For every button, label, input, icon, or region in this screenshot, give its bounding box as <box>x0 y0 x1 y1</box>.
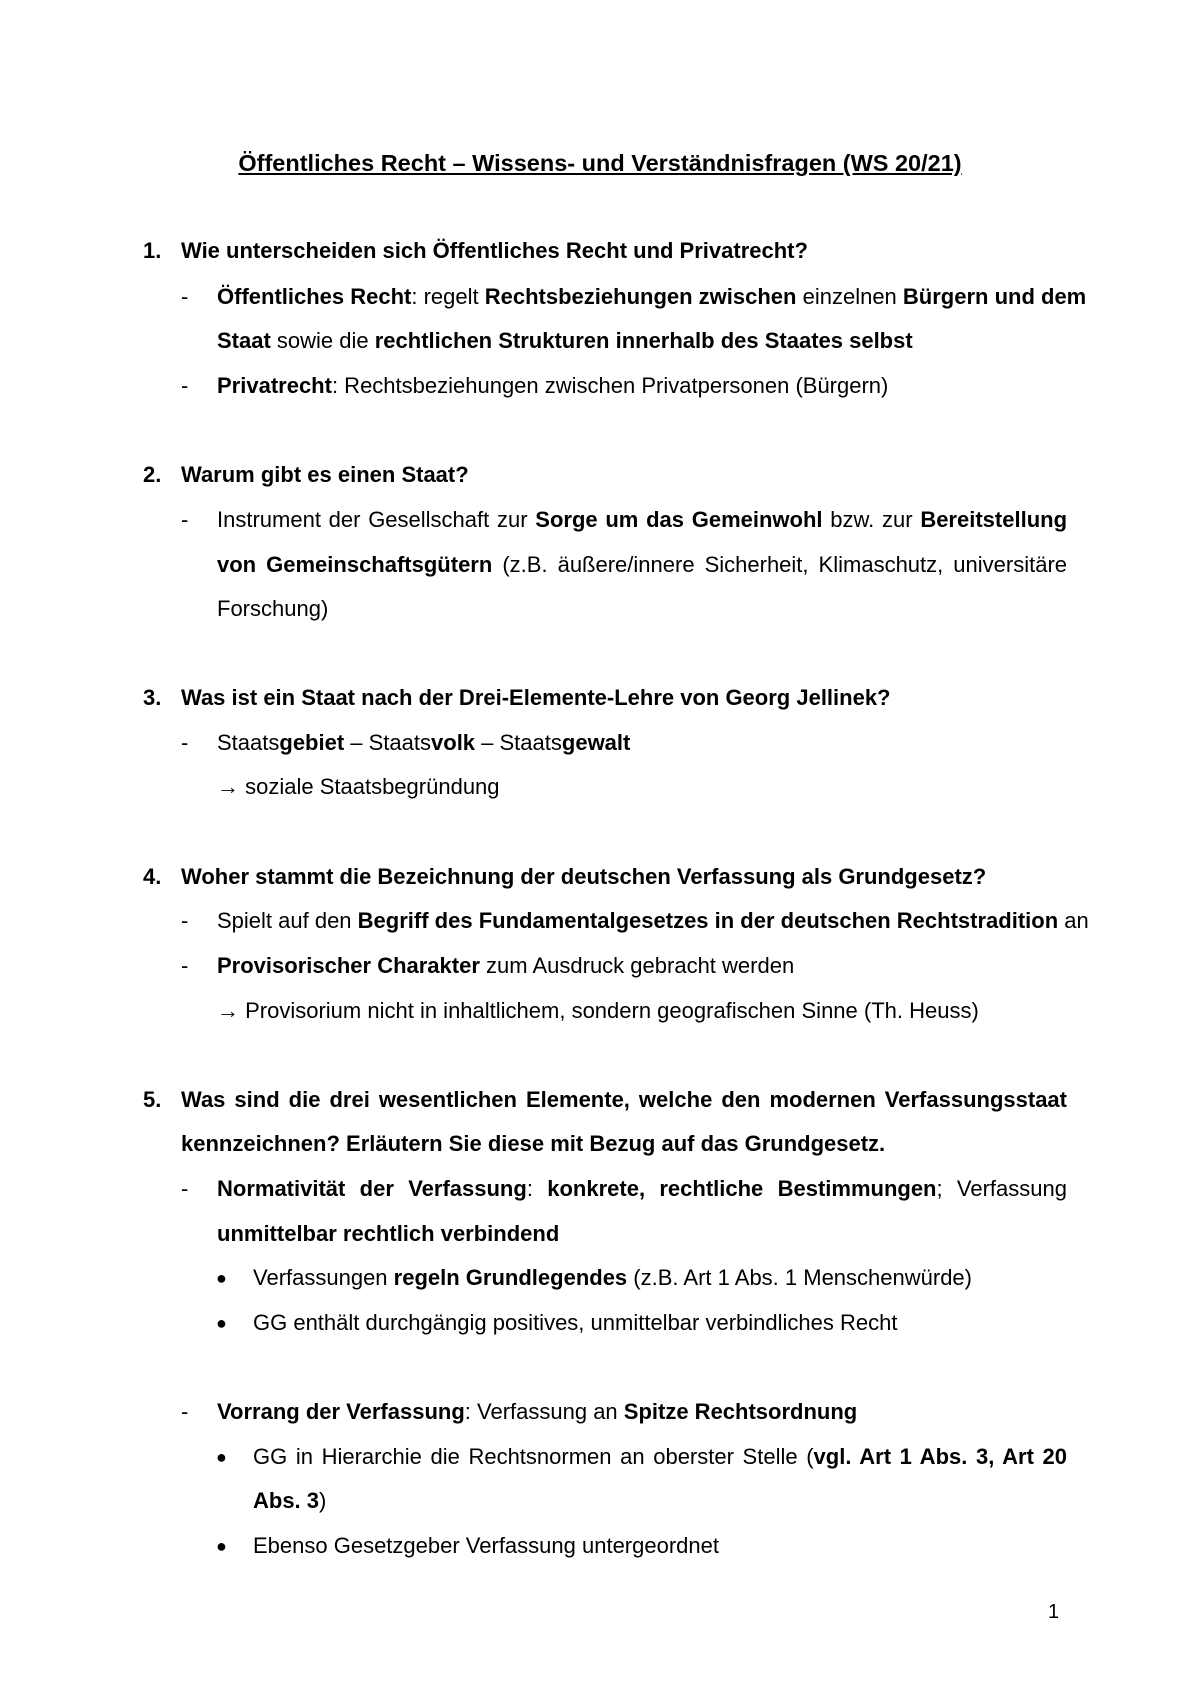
bullet-item-3-line-1: GG in Hierarchie die Rechtsnormen an oberster Stelle (vgl. Art 1 Abs. 3, Art 20 <box>253 1444 1068 1469</box>
dash-marker: - <box>181 730 189 755</box>
bullet-icon: ● <box>216 1447 227 1467</box>
answer-2-line-3: Forschung) <box>217 596 329 621</box>
question-5-text-line-1: Was sind die drei wesentlichen Elemente, welche den modernen Verfassungsstaat <box>181 1087 1067 1112</box>
answer-4c-arrow-note: → Provisorium nicht in inhaltlichem, sondern geografischen Sinne (Th. Heuss) <box>217 998 979 1023</box>
dash-marker: - <box>181 1399 189 1424</box>
bullet-item-2: GG enthält durchgängig positives, unmittelbar verbindliches Recht <box>253 1310 898 1335</box>
answer-1a-term: Öffentliches Recht <box>217 284 412 309</box>
dash-marker: - <box>181 507 189 532</box>
answer-2-line-2: von Gemeinschaftsgütern (z.B. äußere/innere Sicherheit, Klimaschutz, universitäre <box>217 552 1068 577</box>
bullet-item-3-line-2: Abs. 3) <box>253 1488 327 1513</box>
answer-5-priority: Vorrang der Verfassung: Verfassung an Spitze Rechtsordnung <box>217 1399 858 1424</box>
question-4-text: Woher stammt die Bezeichnung der deutschen Verfassung als Grundgesetz? <box>181 864 987 889</box>
dash-marker: - <box>181 284 189 309</box>
question-2-text: Warum gibt es einen Staat? <box>181 462 469 487</box>
answer-1a-line-2: Staat sowie die rechtlichen Strukturen innerhalb des Staates selbst <box>217 328 913 353</box>
answer-5-normativity-line-2: unmittelbar rechtlich verbindend <box>217 1221 560 1246</box>
answer-4b: Provisorischer Charakter zum Ausdruck gebracht werden <box>217 953 795 978</box>
dash-marker: - <box>181 1176 189 1201</box>
answer-3a: Staatsgebiet – Staatsvolk – Staatsgewalt <box>217 730 631 755</box>
bullet-item-1: Verfassungen regeln Grundlegendes (z.B. Art 1 Abs. 1 Menschenwürde) <box>253 1265 972 1290</box>
question-4-number: 4. <box>143 864 162 889</box>
answer-3b-arrow-note: → soziale Staatsbegründung <box>217 774 500 799</box>
answer-4a: Spielt auf den Begriff des Fundamentalgesetzes in der deutschen Rechtstradition an <box>217 908 1089 933</box>
page-title: Öffentliches Recht – Wissens- und Verständnisfragen (WS 20/21) <box>238 150 962 176</box>
answer-1b-term: Privatrecht <box>217 373 332 398</box>
dash-marker: - <box>181 373 189 398</box>
question-1-number: 1. <box>143 238 162 263</box>
bullet-icon: ● <box>216 1536 227 1556</box>
question-5-text-line-2: kennzeichnen? Erläutern Sie diese mit Bezug auf das Grundgesetz. <box>181 1131 886 1156</box>
answer-5-normativity-line-1: Normativität der Verfassung: konkrete, rechtliche Bestimmungen; Verfassung <box>217 1176 1067 1201</box>
dash-marker: - <box>181 908 189 933</box>
answer-1a-line-1: Öffentliches Recht: regelt Rechtsbeziehungen zwischen einzelnen Bürgern und dem <box>217 284 1087 309</box>
answer-2-line-1: Instrument der Gesellschaft zur Sorge um das Gemeinwohl bzw. zur Bereitstellung <box>217 507 1068 532</box>
bullet-item-4: Ebenso Gesetzgeber Verfassung untergeordnet <box>253 1533 719 1558</box>
question-3-number: 3. <box>143 685 162 710</box>
question-5-number: 5. <box>143 1087 162 1112</box>
question-1-text: Wie unterscheiden sich Öffentliches Recht und Privatrecht? <box>181 238 808 263</box>
dash-marker: - <box>181 953 189 978</box>
answer-1b: Privatrecht: Rechtsbeziehungen zwischen Privatpersonen (Bürgern) <box>217 373 889 398</box>
bullet-icon: ● <box>216 1313 227 1333</box>
page-number: 1 <box>1048 1601 1060 1623</box>
question-3-text: Was ist ein Staat nach der Drei-Elemente-Lehre von Georg Jellinek? <box>181 685 891 710</box>
bullet-icon: ● <box>216 1268 227 1288</box>
question-2-number: 2. <box>143 462 162 487</box>
